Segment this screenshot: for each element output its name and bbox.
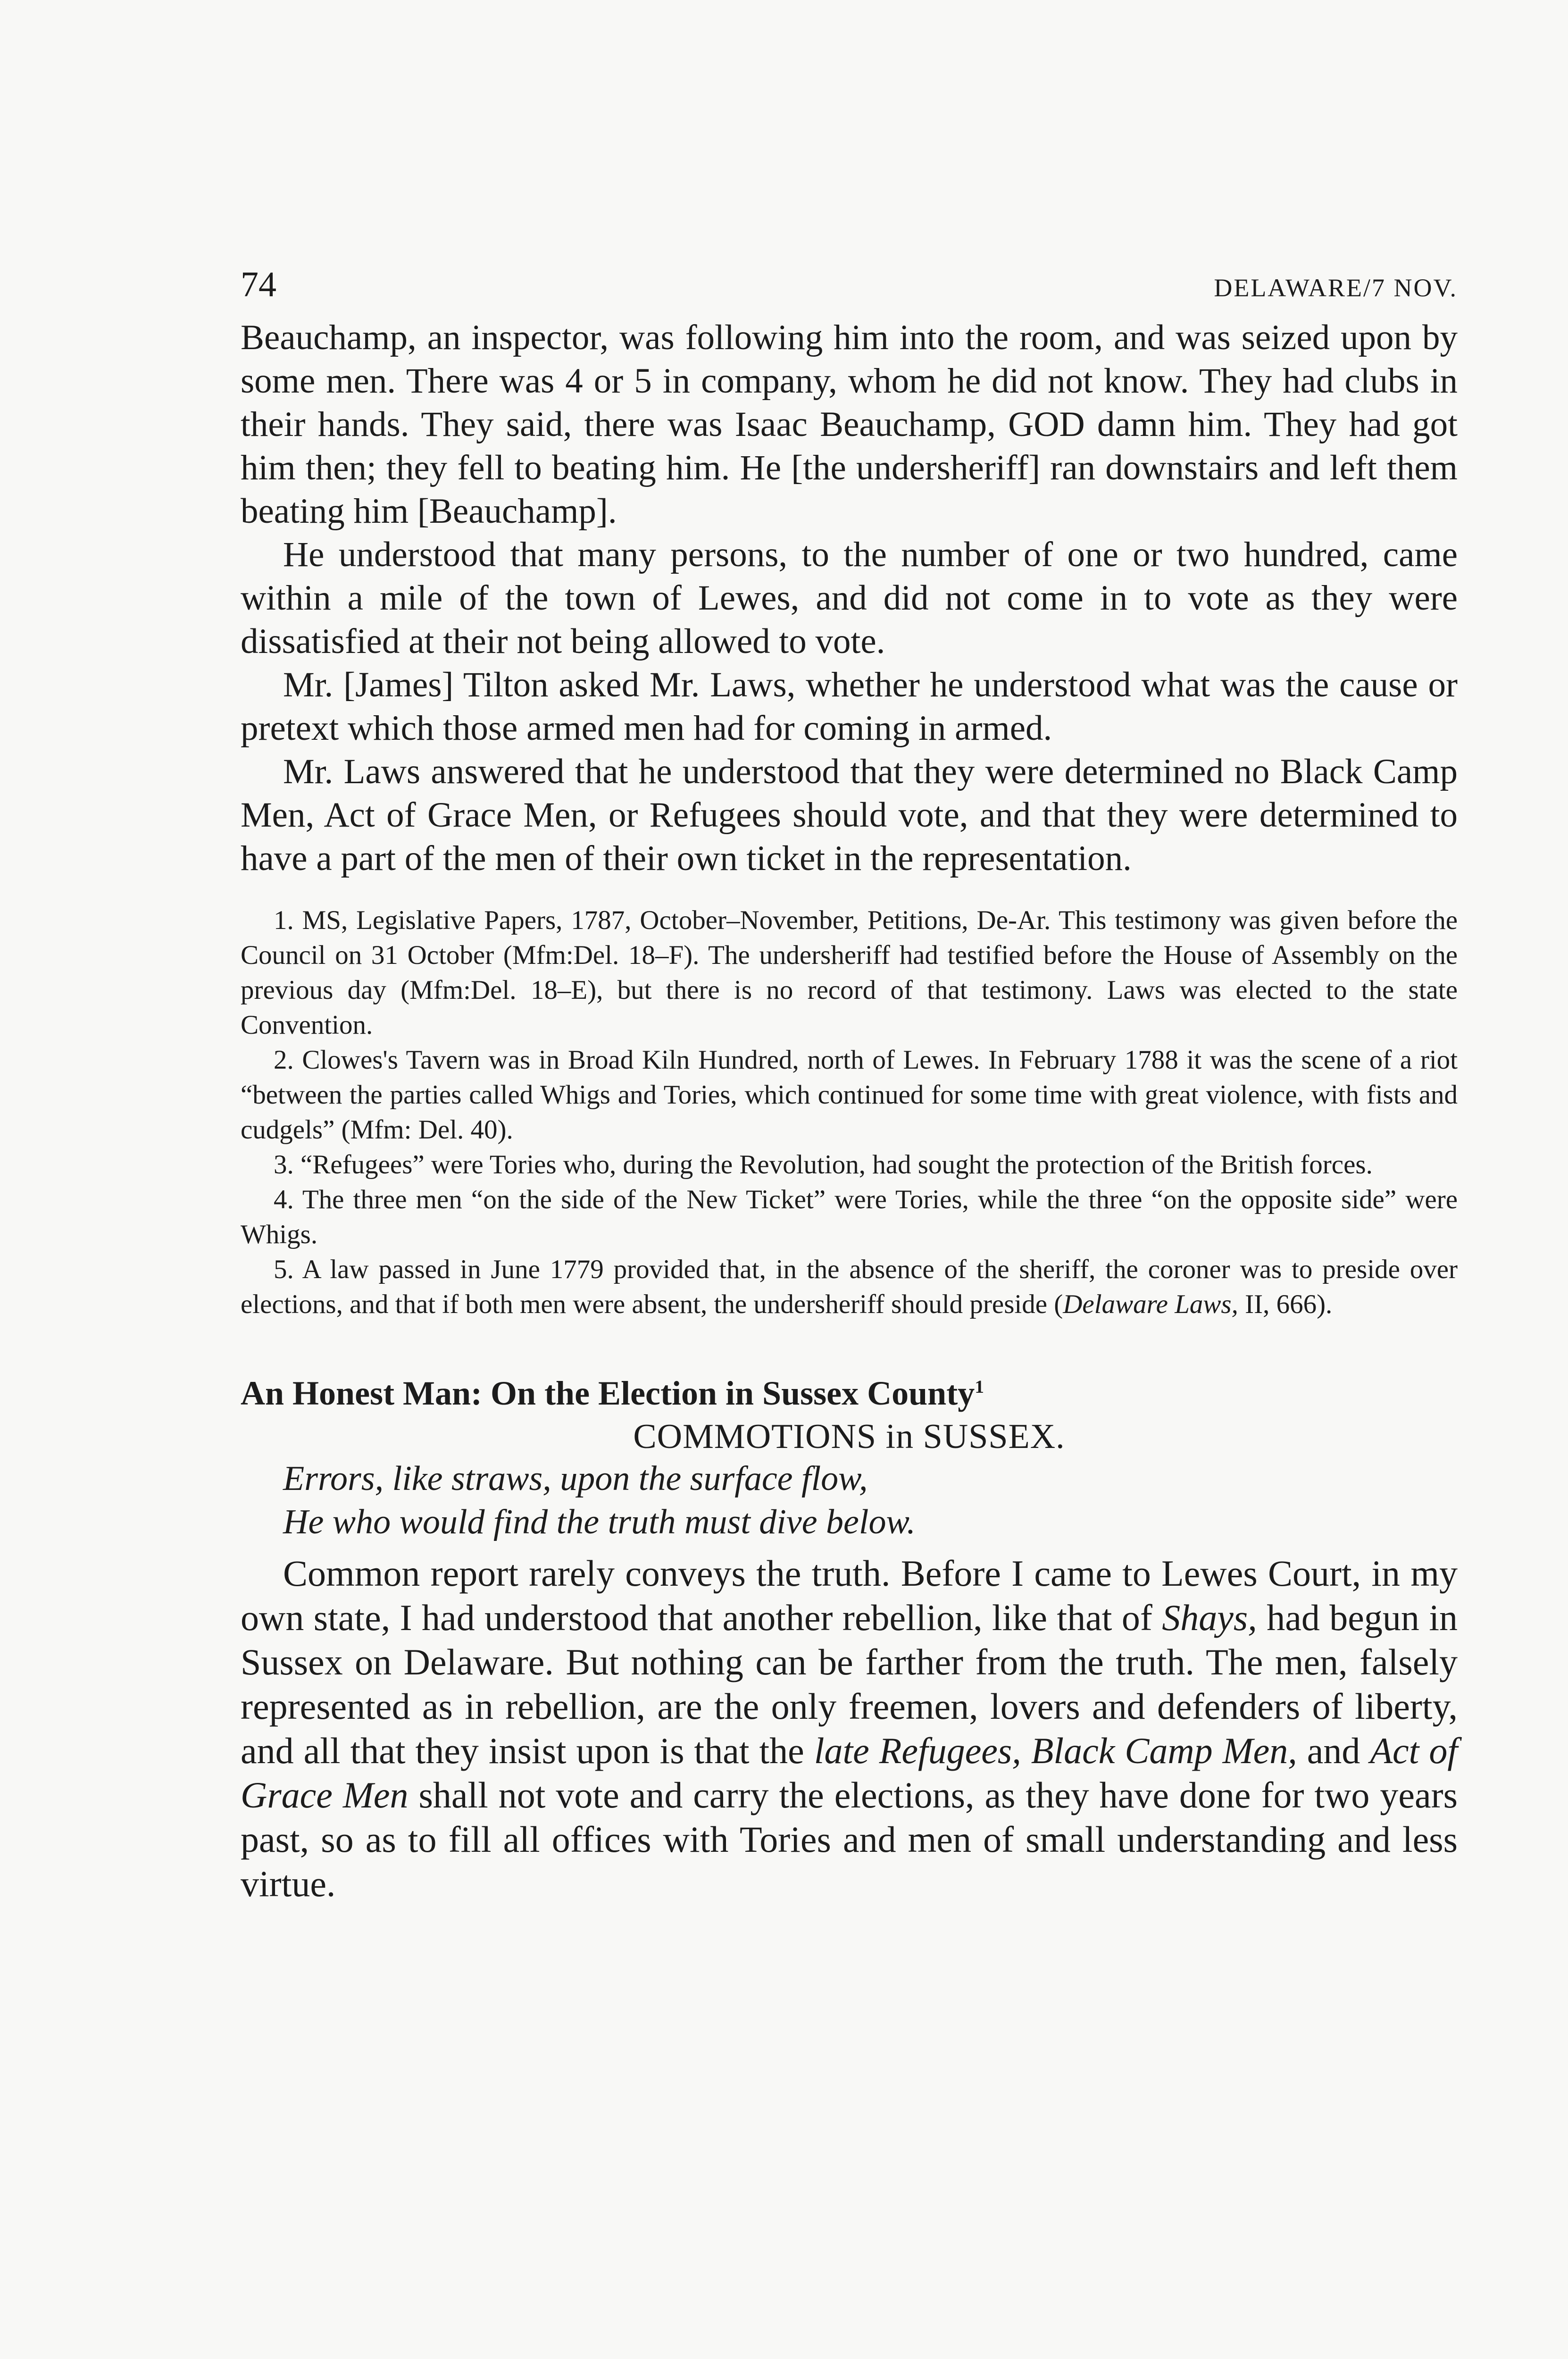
text-run-italic: Act of Grace Men (241, 1730, 1458, 1815)
paragraph: Mr. Laws answered that he understood that they were determined no Black Camp Men, Act of Grace Men, or Refugees should vote, and that they were determined to have a part of the men of their own ticket in the representation. (241, 752, 1458, 878)
epigraph (241, 1457, 1458, 1544)
footnotes (241, 903, 1458, 1322)
running-title: DELAWARE/7 NOV. (1214, 274, 1458, 302)
paragraph: Beauchamp, an inspector, was following him into the room, and was seized upon by some men. There was 4 or 5 in company, whom he did not know. They had clubs in their hands. They said, there was Isaac Beauchamp, GOD damn him. They had got him then; they fell to beating him. He [the undersheriff] ran downstairs and left them beating him [Beauchamp]. (241, 318, 1458, 531)
running-head (241, 264, 1458, 316)
paragraph: Mr. [James] Tilton asked Mr. Laws, whether he understood what was the cause or pretext which those armed men had for coming in armed. (241, 665, 1458, 748)
article-headline: COMMOTIONS in SUSSEX. (633, 1417, 1065, 1456)
footnote (241, 1252, 1458, 1322)
epigraph-line: Errors, like straws, upon the surface flow, (283, 1459, 868, 1498)
footnote: 4. The three men “on the side of the New Ticket” were Tories, while the three “on the opposite side” were Whigs. (241, 1185, 1458, 1249)
text-run: shall not vote and carry the elections, as they have done for two years past, so as to fill all offices with Tories and men of small understanding and less virtue. (241, 1774, 1458, 1904)
footnote-marker: 1 (975, 1376, 984, 1397)
footnote-text: 5. A law passed in June 1779 provided that, in the absence of the sheriff, the coroner was to preside over elections, and that if both men were absent, the undersheriff should preside ( (241, 1255, 1458, 1319)
essay-text (241, 1551, 1458, 1906)
footnote-text: II, 666). (1238, 1289, 1333, 1319)
text-run-italic: late Refugees, Black Camp Men, (814, 1730, 1297, 1771)
epigraph-line: He who would find the truth must dive below. (283, 1503, 916, 1541)
text-run: had begun in Sussex on Delaware. But nothing can be farther from the truth. The men, falsely represented as in rebellion, are the only freemen, lovers and defenders of liberty, and all that they insist upon is that the (241, 1597, 1458, 1771)
text-run-italic: Shays, (1162, 1597, 1257, 1638)
page-number: 74 (241, 265, 276, 304)
footnote: 3. “Refugees” were Tories who, during the Revolution, had sought the protection of the British forces. (274, 1150, 1373, 1180)
footnote-citation: Delaware Laws, (1063, 1289, 1238, 1319)
paragraph (241, 1551, 1458, 1906)
footnote: 1. MS, Legislative Papers, 1787, October–November, Petitions, De-Ar. This testimony was given before the Council on 31 October (Mfm:Del. 18–F). The undersheriff had testified before the House of Assembly on the previous day (Mfm:Del. 18–E), but there is no record of that testimony. Laws was elected to the state Convention. (241, 905, 1458, 1040)
section-title (241, 1374, 1458, 1413)
paragraph: He understood that many persons, to the number of one or two hundred, came within a mile of the town of Lewes, and did not come in to vote as they were dissatisfied at their not being allowed to vote. (241, 535, 1458, 661)
footnote: 2. Clowes's Tavern was in Broad Kiln Hundred, north of Lewes. In February 1788 it was the scene of a riot “between the parties called Whigs and Tories, which continued for some time with great violence, with fists and cudgels” (Mfm: Del. 40). (241, 1045, 1458, 1145)
text-run: Common report rarely conveys the truth. Before I came to Lewes Court, in my own state, I had understood that another rebellion, like that of (241, 1553, 1458, 1638)
testimony-text (241, 316, 1458, 880)
document-page (241, 264, 1458, 1906)
text-run: and (1297, 1730, 1370, 1771)
section-title-text: An Honest Man: On the Election in Sussex County (241, 1374, 975, 1412)
